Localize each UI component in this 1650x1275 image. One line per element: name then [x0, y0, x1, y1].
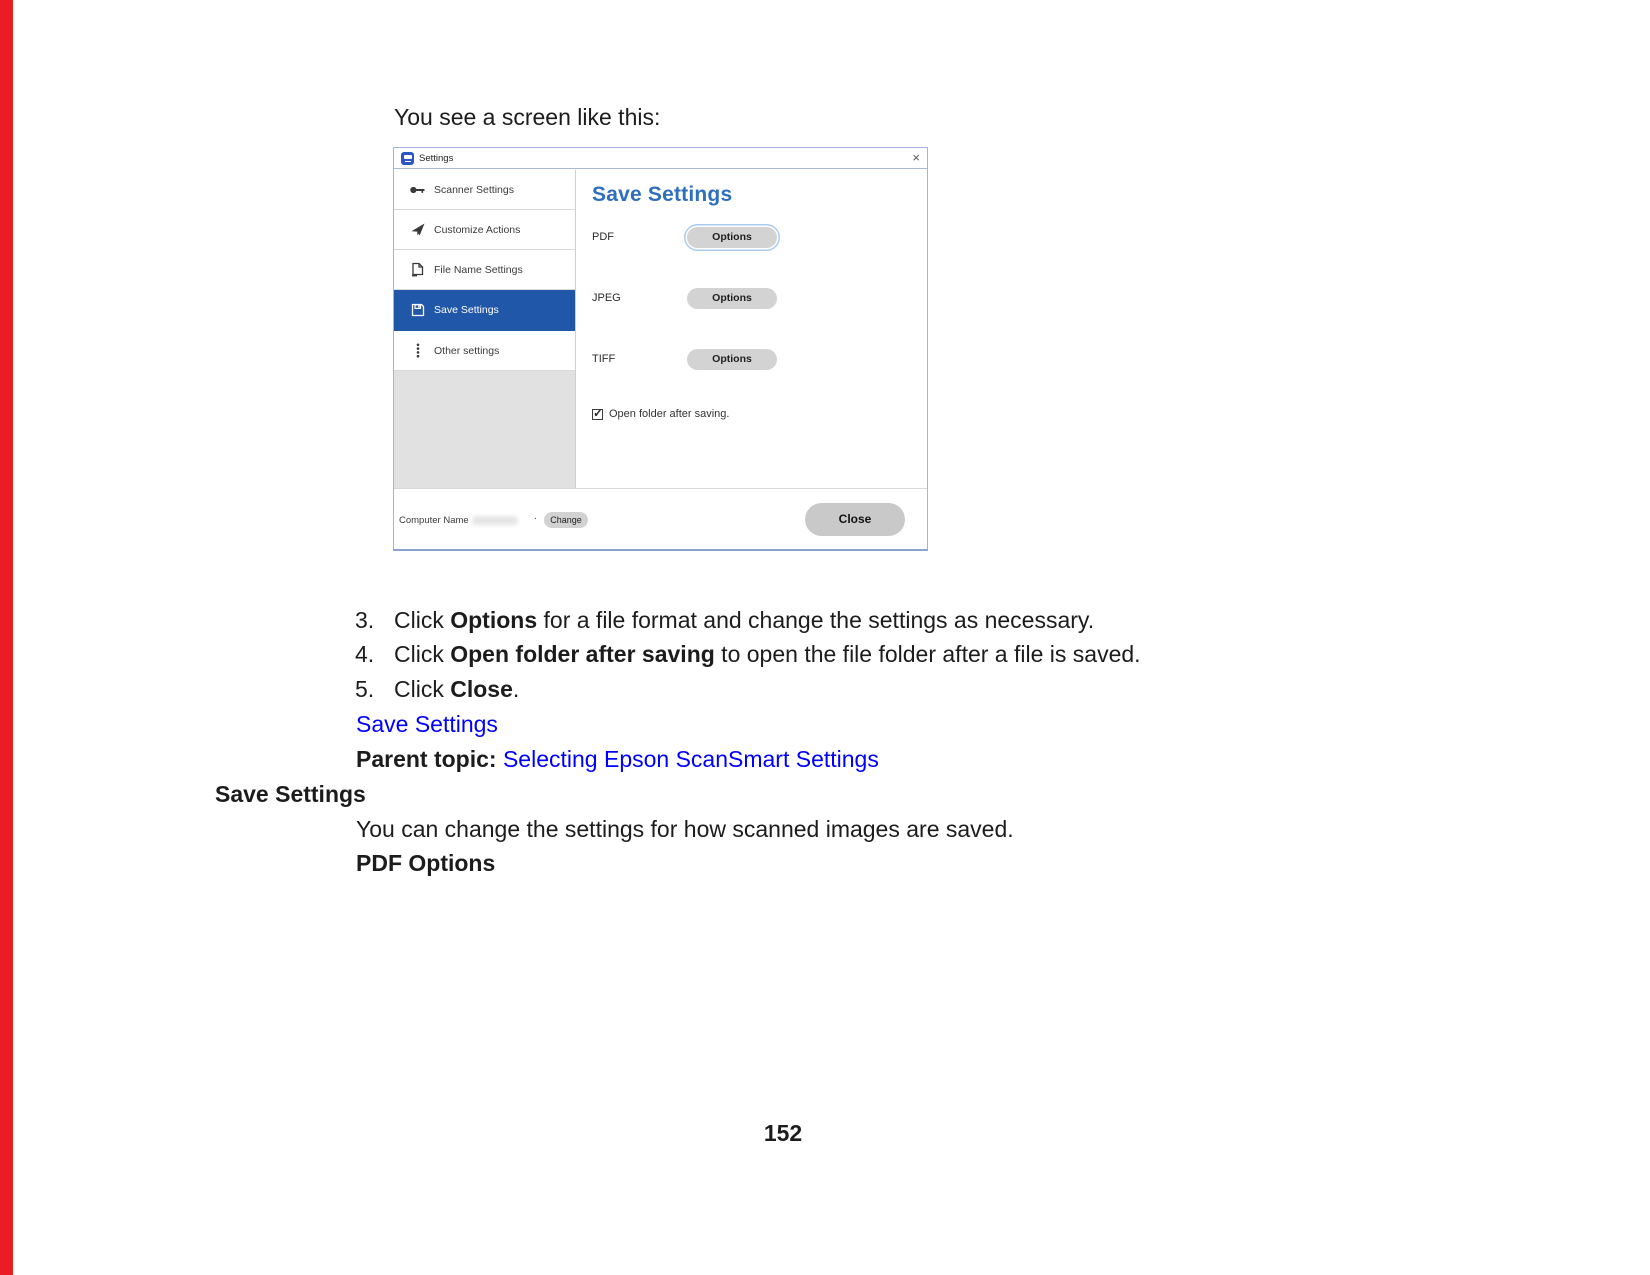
jpeg-label: JPEG — [592, 292, 621, 304]
computer-name-period: . — [534, 511, 537, 522]
step-number: 5. — [355, 676, 375, 702]
step-text: . — [512, 676, 520, 702]
sidebar-item-label: Save Settings — [434, 304, 499, 316]
sidebar-item-other-settings[interactable] — [394, 331, 575, 371]
sidebar-item-customize-actions[interactable] — [394, 210, 575, 250]
checkbox-label: Open folder after saving. — [609, 408, 730, 420]
settings-app-icon — [401, 152, 414, 165]
section-body: You can change the settings for how scanned images are saved. — [356, 816, 1014, 842]
parent-topic-label: Parent topic: — [356, 746, 497, 772]
sidebar-item-save-settings[interactable] — [394, 290, 575, 331]
checkmark-icon: ✓ — [593, 405, 604, 420]
step-keyword: Open folder after saving — [450, 641, 715, 667]
dialog-main-panel — [577, 170, 927, 488]
close-icon[interactable]: × — [912, 150, 920, 165]
settings-dialog — [393, 147, 928, 551]
computer-name-label: Computer Name — [399, 515, 469, 526]
sidebar-item-label: Scanner Settings — [434, 183, 514, 196]
paper-plane-icon — [410, 222, 425, 237]
file-icon — [410, 262, 425, 277]
key-icon — [410, 182, 425, 197]
save-settings-heading: Save Settings — [592, 183, 733, 206]
sidebar-item-label: Customize Actions — [434, 223, 521, 236]
close-button[interactable]: Close — [805, 503, 905, 536]
step-text: to open the file folder after a file is saved. — [714, 641, 1141, 667]
tiff-options-button[interactable]: Options — [687, 349, 777, 370]
intro-text: You see a screen like this: — [394, 104, 661, 130]
instruction-step-4 — [355, 640, 1141, 668]
pdf-label: PDF — [592, 231, 614, 243]
dialog-footer — [394, 488, 927, 549]
sidebar-item-label: File Name Settings — [434, 263, 523, 276]
dialog-title: Settings — [419, 153, 454, 164]
section-subheading: PDF Options — [356, 850, 496, 876]
parent-topic-line — [356, 745, 879, 773]
open-folder-checkbox-row[interactable] — [592, 405, 730, 420]
parent-topic-link[interactable]: Selecting Epson ScanSmart Settings — [502, 746, 879, 772]
page-edge-red-bar — [0, 0, 13, 1275]
dots-icon — [410, 343, 425, 358]
computer-name-value-blurred — [472, 516, 518, 525]
sidebar-item-label: Other settings — [434, 344, 500, 357]
checkbox[interactable] — [592, 405, 604, 420]
step-number: 3. — [355, 607, 375, 633]
instruction-step-3 — [355, 606, 1094, 634]
dialog-sidebar — [394, 170, 576, 488]
change-button[interactable]: Change — [544, 512, 588, 528]
step-text: Click — [394, 607, 451, 633]
tiff-label: TIFF — [592, 353, 616, 365]
dialog-titlebar — [394, 148, 927, 169]
step-keyword: Options — [450, 607, 538, 633]
jpeg-options-button[interactable]: Options — [687, 288, 777, 309]
pdf-options-button[interactable]: Options — [687, 227, 777, 248]
save-settings-link[interactable]: Save Settings — [356, 711, 498, 737]
step-keyword: Close — [450, 676, 513, 702]
sidebar-item-file-name-settings[interactable] — [394, 250, 575, 290]
page-number: 152 — [763, 1120, 803, 1146]
step-text: Click — [394, 676, 451, 702]
floppy-icon — [410, 303, 425, 318]
sidebar-item-scanner-settings[interactable] — [394, 170, 575, 210]
step-number: 4. — [355, 641, 375, 667]
step-text: for a file format and change the settings as necessary. — [537, 607, 1095, 633]
step-text: Click — [394, 641, 451, 667]
instruction-step-5 — [355, 675, 519, 703]
section-heading: Save Settings — [215, 781, 366, 807]
